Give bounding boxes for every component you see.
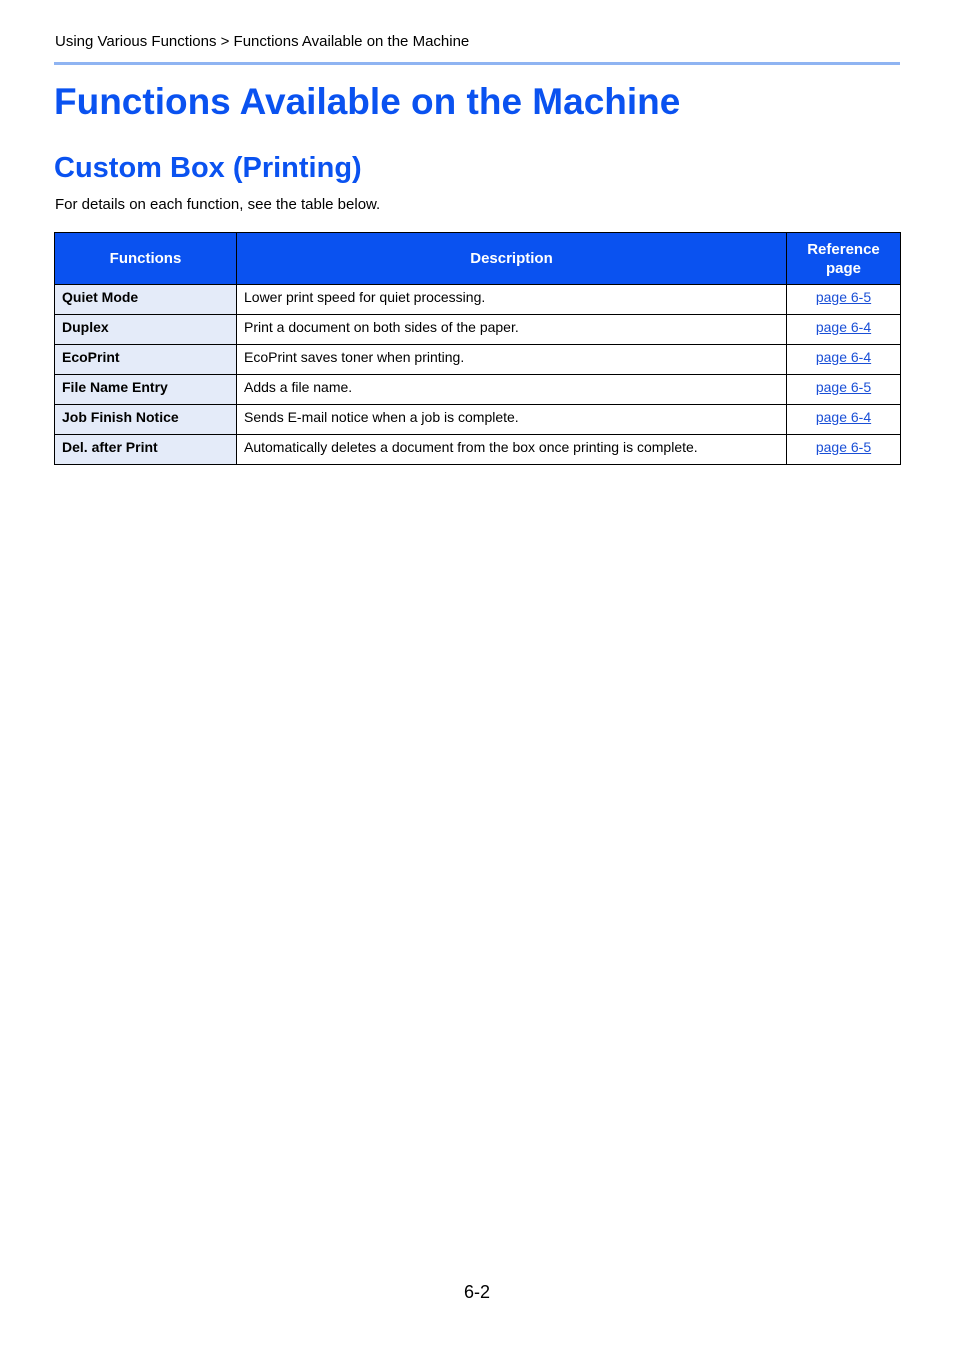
function-description: Lower print speed for quiet processing. [237, 285, 787, 315]
column-header-description: Description [237, 233, 787, 285]
intro-text: For details on each function, see the table below. [55, 196, 381, 213]
table-header-row [55, 233, 901, 285]
reference-link[interactable]: page 6-5 [815, 439, 872, 455]
reference-link[interactable]: page 6-4 [815, 409, 872, 425]
reference-link[interactable]: page 6-4 [815, 319, 872, 335]
function-name: Job Finish Notice [55, 405, 237, 435]
table-row [55, 315, 901, 345]
function-description: Print a document on both sides of the paper. [237, 315, 787, 345]
reference-link[interactable]: page 6-5 [815, 379, 872, 395]
reference-link[interactable]: page 6-5 [815, 289, 872, 305]
page-title: Functions Available on the Machine [54, 81, 681, 122]
reference-cell [787, 435, 901, 465]
table-row [55, 375, 901, 405]
function-description: EcoPrint saves toner when printing. [237, 345, 787, 375]
function-name: Del. after Print [55, 435, 237, 465]
column-header-functions: Functions [55, 233, 237, 285]
function-name: Quiet Mode [55, 285, 237, 315]
function-description: Automatically deletes a document from the box once printing is complete. [237, 435, 787, 465]
section-title: Custom Box (Printing) [54, 152, 362, 184]
breadcrumb: Using Various Functions > Functions Available on the Machine [55, 33, 470, 50]
table-row [55, 285, 901, 315]
reference-cell [787, 375, 901, 405]
reference-cell [787, 285, 901, 315]
table-row [55, 345, 901, 375]
reference-link[interactable]: page 6-4 [815, 349, 872, 365]
function-name: File Name Entry [55, 375, 237, 405]
column-header-reference: Reference page [787, 233, 901, 285]
function-name: Duplex [55, 315, 237, 345]
reference-cell [787, 315, 901, 345]
functions-table [54, 232, 901, 465]
function-description: Sends E-mail notice when a job is complete. [237, 405, 787, 435]
reference-cell [787, 405, 901, 435]
page-number: 6-2 [463, 1282, 490, 1302]
table-row [55, 435, 901, 465]
function-description: Adds a file name. [237, 375, 787, 405]
table-row [55, 405, 901, 435]
function-name: EcoPrint [55, 345, 237, 375]
reference-cell [787, 345, 901, 375]
header-rule [54, 62, 900, 65]
